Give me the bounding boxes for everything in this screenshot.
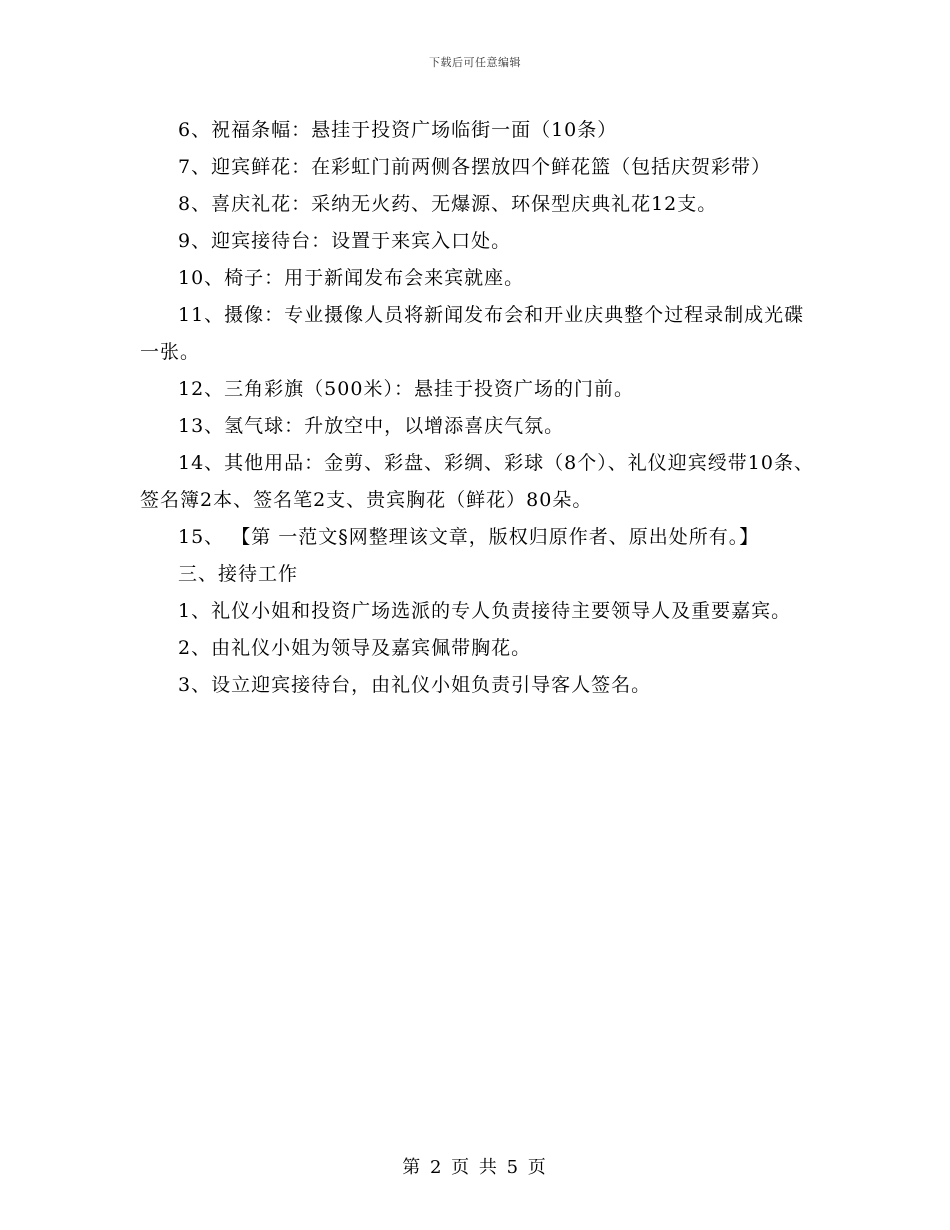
reception-item-1: 1、礼仪小姐和投资广场选派的专人负责接待主要领导人及重要嘉宾。 xyxy=(178,600,792,622)
item-15-copyright-note: 15、 【第 一范文§网整理该文章，版权归原作者、原出处所有。】 xyxy=(178,526,760,548)
item-9-reception-desk: 9、迎宾接待台：设置于来宾入口处。 xyxy=(178,230,512,252)
item-6-festive-banners: 6、祝福条幅：悬挂于投资广场临街一面（10条） xyxy=(178,119,618,141)
item-11-video-recording: 11、摄像：专业摄像人员将新闻发布会和开业庆典整个过程录制成光碟一张。 xyxy=(140,304,805,363)
item-8-celebration-fireworks: 8、喜庆礼花：采纳无火药、无爆源、环保型庆典礼花12支。 xyxy=(178,193,718,215)
item-14-other-supplies: 14、其他用品：金剪、彩盘、彩绸、彩球（8个）、礼仪迎宾绶带10条、签名簿2本、签名笔2支、贵宾胸花（鲜花）80朵。 xyxy=(140,452,814,511)
reception-item-2: 2、由礼仪小姐为领导及嘉宾佩带胸花。 xyxy=(178,637,532,659)
section-heading-reception: 三、接待工作 xyxy=(178,563,299,585)
document-body xyxy=(140,112,815,704)
item-7-welcome-flowers: 7、迎宾鲜花：在彩虹门前两侧各摆放四个鲜花篮（包括庆贺彩带） xyxy=(178,156,772,178)
item-13-balloons: 13、氢气球：升放空中，以增添喜庆气氛。 xyxy=(178,415,565,437)
item-10-chairs: 10、椅子：用于新闻发布会来宾就座。 xyxy=(178,267,525,289)
item-12-triangle-flags: 12、三角彩旗（500米）：悬挂于投资广场的门前。 xyxy=(178,378,634,400)
reception-item-3: 3、设立迎宾接待台，由礼仪小姐负责引导客人签名。 xyxy=(178,674,652,696)
page-number: 第 2 页 共 5 页 xyxy=(402,1157,548,1178)
page-header: 下载后可任意编辑 xyxy=(429,56,521,69)
